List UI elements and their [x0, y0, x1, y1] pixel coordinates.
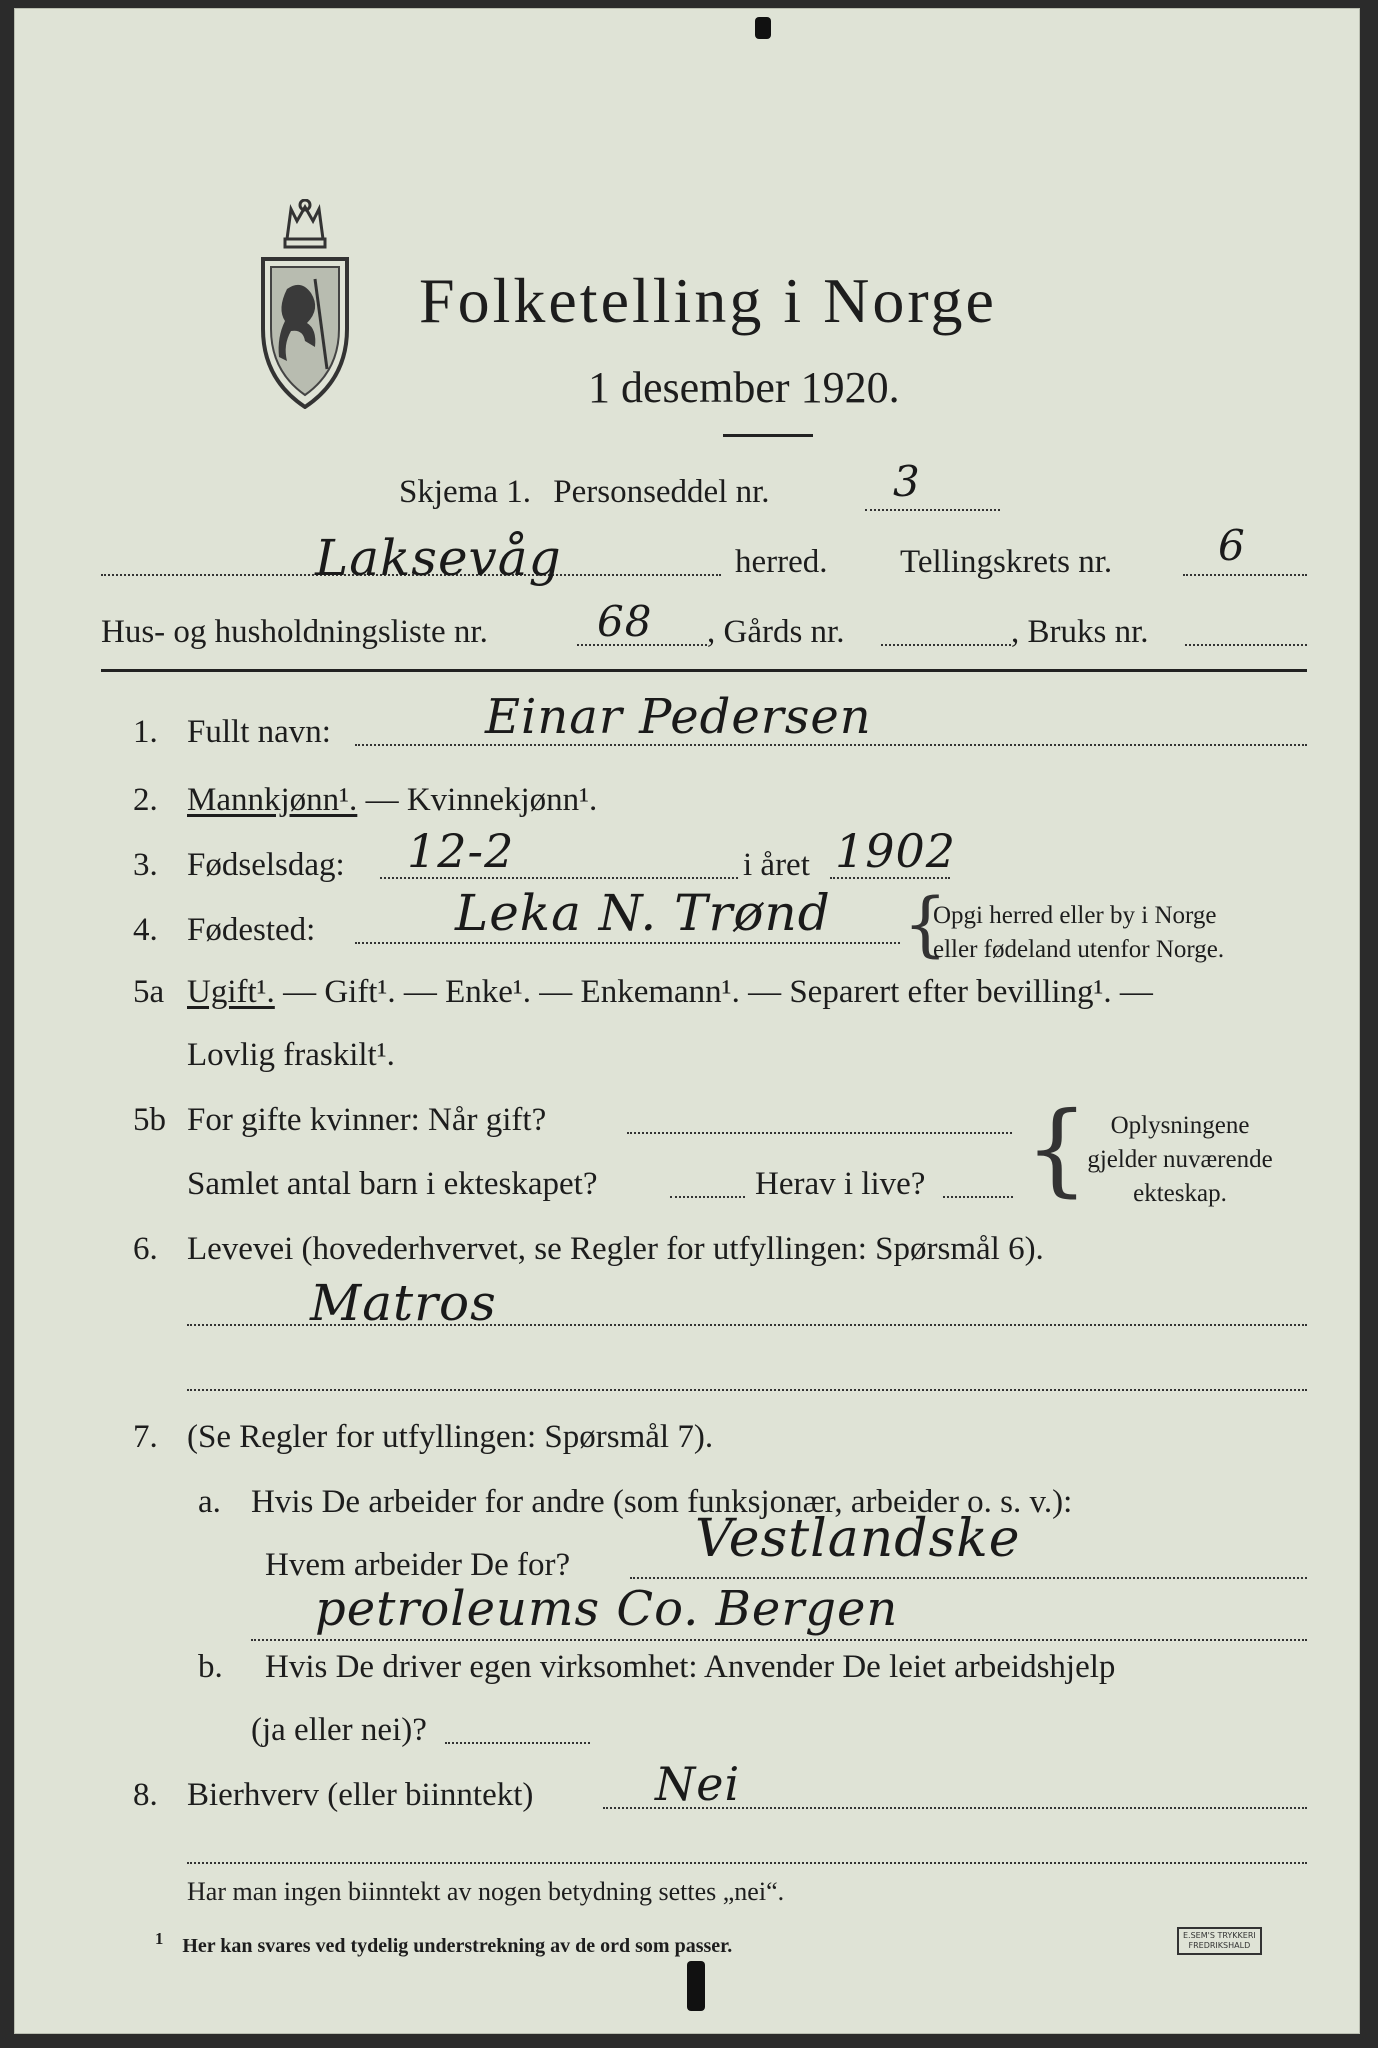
children-alive-field[interactable]: [943, 1196, 1013, 1198]
side-income-field-line2[interactable]: [187, 1862, 1307, 1864]
gards-field[interactable]: [881, 644, 1011, 646]
q8-number: 8.: [133, 1777, 158, 1813]
employer-field-line2[interactable]: [251, 1639, 1307, 1641]
personseddel-field[interactable]: [865, 509, 1000, 511]
q7b-line2: (ja eller nei)?: [251, 1712, 427, 1748]
footnote-mark: 1: [155, 1929, 164, 1948]
q7b-number: b.: [198, 1649, 223, 1685]
children-alive-label: Herav i live?: [755, 1166, 926, 1202]
schema-row: [399, 474, 770, 511]
norway-coat-of-arms-icon: [257, 199, 353, 409]
male-option[interactable]: Mannkjønn¹.: [187, 782, 358, 818]
q6-label: Levevei (hovederhvervet, se Regler for utfyllingen: Spørsmål 6).: [187, 1231, 1044, 1267]
side-income-note: Har man ingen biinntekt av nogen betydning settes „nei“.: [187, 1877, 785, 1906]
q2-number: 2.: [133, 782, 158, 818]
q5b-number: 5b: [133, 1102, 166, 1138]
occupation-field-line2[interactable]: [187, 1389, 1307, 1391]
marriage-note-line3: ekteskap.: [1133, 1180, 1227, 1207]
gender-row: [187, 782, 597, 819]
ugift-option[interactable]: Ugift¹.: [187, 974, 275, 1010]
q3-label: Fødselsdag:: [187, 847, 345, 883]
tellingskrets-field[interactable]: [1183, 574, 1307, 576]
printer-stamp-line1: E.SEM'S TRYKKERI: [1183, 1931, 1256, 1940]
marital-other-options[interactable]: — Gift¹. — Enke¹. — Enkemann¹. — Separert efter bevilling¹. —: [274, 974, 1153, 1010]
q7a-line2: Hvem arbeider De for?: [265, 1547, 571, 1583]
husliste-value: 68: [597, 597, 653, 646]
q7-label: (Se Regler for utfyllingen: Spørsmål 7).: [187, 1419, 714, 1455]
q7a-line1: Hvis De arbeider for andre (som funksjonær, arbeider o. s. v.):: [251, 1484, 1073, 1520]
q7a-number: a.: [198, 1484, 221, 1520]
census-date: 1 desember 1920.: [588, 363, 900, 412]
bruks-label: , Bruks nr.: [1011, 614, 1149, 650]
birth-year-label: i året: [743, 847, 810, 883]
birthplace-value: Leka N. Trønd: [455, 884, 831, 942]
birthplace-note-brace: {: [903, 883, 948, 965]
q5a-number: 5a: [133, 974, 165, 1010]
birthplace-note-line1: Opgi herred eller by i Norge: [933, 902, 1217, 929]
birthplace-note: [933, 899, 1224, 967]
q1-number: 1.: [133, 714, 158, 750]
side-income-value: Nei: [655, 1757, 741, 1811]
children-total-field[interactable]: [670, 1196, 745, 1198]
husliste-label: Hus- og husholdningsliste nr.: [101, 614, 488, 650]
footnote-text: Her kan svares ved tydelig understrekning av de ord som passer.: [182, 1934, 733, 1957]
schema-label: Skjema 1.: [399, 474, 531, 510]
marriage-note-brace: {: [1025, 1090, 1089, 1207]
hired-help-field[interactable]: [445, 1742, 590, 1744]
q4-label: Fødested:: [187, 912, 316, 948]
married-when-field[interactable]: [627, 1132, 1012, 1134]
gards-label: , Gårds nr.: [707, 614, 845, 650]
punch-hole-top: [755, 17, 771, 39]
title-divider: [723, 434, 813, 437]
punch-hole-bottom: [687, 1961, 705, 2011]
bruks-field[interactable]: [1185, 644, 1307, 646]
marriage-note: [1080, 1109, 1280, 1211]
form-title: Folketelling i Norge: [419, 265, 997, 336]
full-name-value: Einar Pedersen: [485, 689, 872, 745]
q3-number: 3.: [133, 847, 158, 883]
q7b-line1: Hvis De driver egen virksomhet: Anvender De leiet arbeidshjelp: [265, 1649, 1116, 1685]
birthplace-note-line2: eller fødeland utenfor Norge.: [933, 936, 1225, 963]
occupation-value: Matros: [310, 1274, 497, 1332]
census-form-page: [14, 8, 1360, 2034]
herred-value: Laksevåg: [315, 529, 562, 587]
birth-year-value: 1902: [835, 824, 957, 878]
q6-number: 6.: [133, 1231, 158, 1267]
gender-separator: —: [357, 782, 407, 818]
q8-label: Bierhverv (eller biinntekt): [187, 1777, 534, 1813]
printer-stamp-line2: FREDRIKSHALD: [1188, 1941, 1251, 1950]
personseddel-label: Personseddel nr.: [553, 474, 770, 510]
employer-field-line1[interactable]: [630, 1577, 1307, 1579]
female-option[interactable]: Kvinnekjønn¹.: [406, 782, 598, 818]
birthplace-field[interactable]: [355, 942, 900, 944]
birthday-value: 12-2: [407, 824, 515, 878]
footnote-row: [155, 1929, 732, 1958]
employer-value-line1: Vestlandske: [695, 1509, 1021, 1569]
herred-label: herred.: [735, 544, 828, 580]
married-when-label: For gifte kvinner: Når gift?: [187, 1102, 547, 1138]
employer-value-line2: petroleums Co. Bergen: [315, 1581, 899, 1637]
q7-number: 7.: [133, 1419, 158, 1455]
q1-label: Fullt navn:: [187, 714, 331, 750]
occupation-field-line1[interactable]: [187, 1324, 1307, 1326]
personseddel-value: 3: [893, 457, 921, 506]
marriage-note-line1: Oplysningene: [1110, 1112, 1250, 1139]
q4-number: 4.: [133, 912, 158, 948]
tellingskrets-value: 6: [1218, 521, 1246, 570]
lovlig-fraskilt-option[interactable]: Lovlig fraskilt¹.: [187, 1037, 395, 1073]
marriage-note-line2: gjelder nuværende: [1087, 1146, 1273, 1173]
header-divider: [101, 669, 1307, 672]
printer-stamp: [1177, 1927, 1262, 1955]
tellingskrets-label: Tellingskrets nr.: [900, 544, 1113, 580]
children-total-label: Samlet antal barn i ekteskapet?: [187, 1166, 598, 1202]
marital-status-row: [187, 974, 1153, 1011]
